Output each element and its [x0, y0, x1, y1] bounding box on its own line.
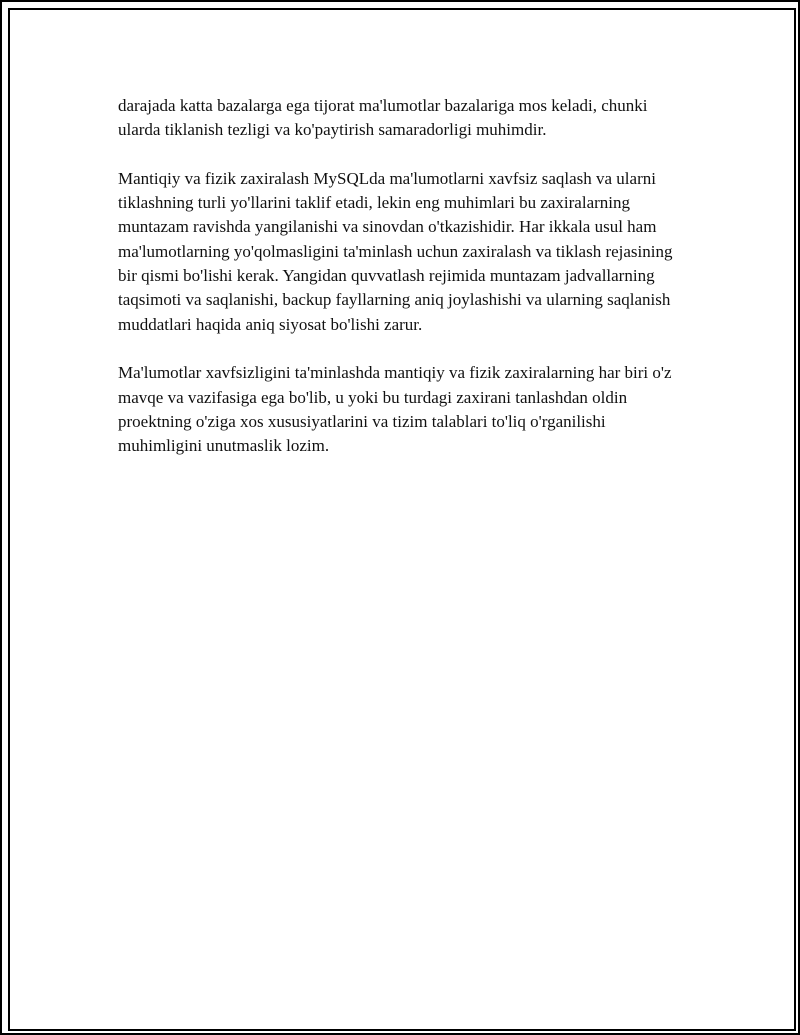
paragraph-3: Ma'lumotlar xavfsizligini ta'minlashda mantiqiy va fizik zaxiralarning har biri o'z mavqe va vazifasiga ega bo'lib, u yoki bu turdagi zaxirani tanlashdan oldin proektning o'ziga xos xususiyatlarini va tizim talablari to'liq o'rganilishi muhimligini unutmaslik lozim.: [118, 363, 672, 456]
paragraph-2: Mantiqiy va fizik zaxiralash MySQLda ma'lumotlarni xavfsiz saqlash va ularni tiklashning turli yo'llarini taklif etadi, lekin eng muhimlari bu zaxiralarning muntazam ravishda yangilanishi va sinovdan o'tkazishidir. Har ikkala usul ham ma'lumotlarning yo'qolmasligini ta'minlash uchun zaxiralash va tiklash rejasining bir qismi bo'lishi kerak. Yangidan quvvatlash rejimida muntazam jadvallarning taqsimoti va saqlanishi, backup fayllarning aniq joylashishi va ularning saqlanish muddatlari haqida aniq siyosat bo'lishi zarur.: [118, 168, 673, 334]
document-body: [118, 94, 693, 483]
paragraph-1: darajada katta bazalarga ega tijorat ma'lumotlar bazalariga mos keladi, chunki ularda tiklanish tezligi va ko'paytirish samaradorligi muhimdir.: [118, 96, 648, 140]
